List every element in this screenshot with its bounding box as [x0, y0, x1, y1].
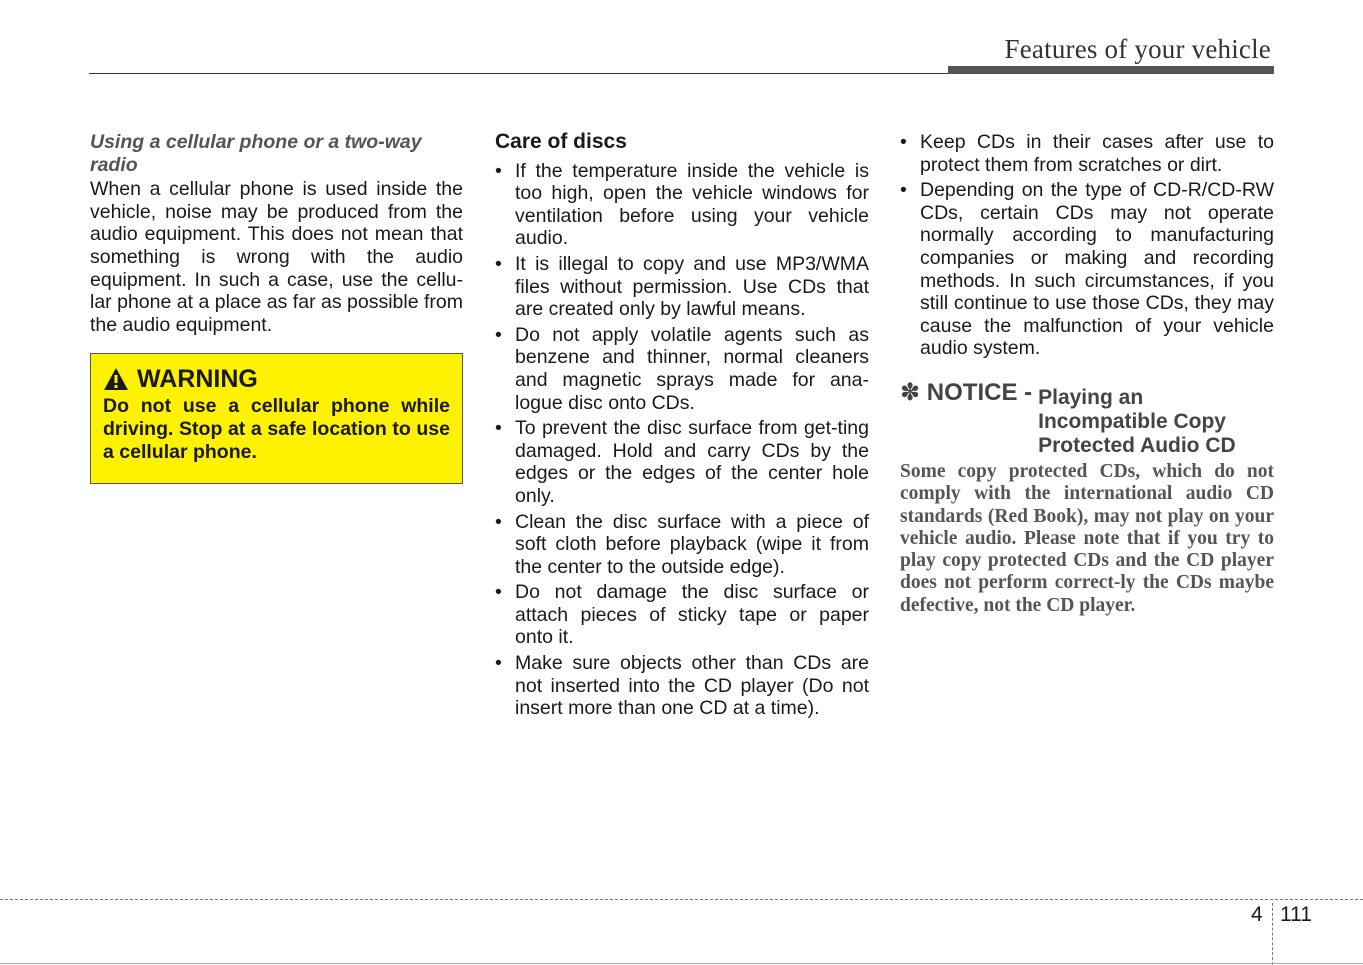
column-left — [90, 131, 463, 484]
list-item: • Clean the disc surface with a piece of soft cloth before playback (wipe it from the center to the outside edge). — [495, 511, 869, 579]
disc-tips-list — [900, 131, 1274, 360]
care-of-discs-list — [495, 160, 869, 720]
list-item: • To prevent the disc surface from get-ting damaged. Hold and carry CDs by the edges or the edges of the center hole only. — [495, 417, 869, 507]
notice-body: Some copy protected CDs, which do not comply with the international audio CD standards (Red Book), may not play on your vehicle audio. Please note that if you try to play copy protected CDs and the CD player does not perform correct-ly the CDs maybe defective, not the CD player. — [900, 460, 1274, 616]
list-item: • Make sure objects other than CDs are not inserted into the CD player (Do not insert more than one CD at a time). — [495, 652, 869, 720]
list-item: • If the temperature inside the vehicle is too high, open the vehicle windows for ventilation before using your vehicle audio. — [495, 160, 869, 250]
warning-triangle-icon — [103, 367, 129, 391]
notice-heading — [900, 378, 1274, 458]
list-item: • Do not apply volatile agents such as benzene and thinner, normal cleaners and magnetic sprays made for ana-logue disc onto CDs. — [495, 324, 869, 414]
chapter-number: 4 — [1251, 903, 1263, 926]
care-of-discs-heading: Care of discs — [495, 130, 627, 153]
section-subheading: Using a cellular phone or a two-way radio — [90, 131, 422, 176]
list-item: • Depending on the type of CD-R/CD-RW CDs, certain CDs may not operate normally according to manufacturing companies or making and recording methods. In such circumstances, if you still continue to use those CDs, they may cause the malfunction of your vehicle audio system. — [900, 179, 1274, 360]
list-item: • Do not damage the disc surface or attach pieces of sticky tape or paper onto it. — [495, 581, 869, 649]
list-item: • It is illegal to copy and use MP3/WMA files without permission. Use CDs that are created only by lawful means. — [495, 253, 869, 321]
notice-label: ✽ NOTICE - — [900, 378, 1033, 406]
warning-box — [90, 353, 463, 483]
list-item: • Keep CDs in their cases after use to protect them from scratches or dirt. — [900, 131, 1274, 176]
column-middle — [495, 131, 869, 723]
footer-page-separator — [1272, 903, 1273, 965]
warning-title: WARNING — [137, 365, 258, 394]
footer-divider — [0, 899, 1363, 900]
page-header-title: Features of your vehicle — [1004, 34, 1271, 64]
header-accent-bar — [948, 66, 1274, 74]
warning-text: Do not use a cellular phone while driving. Stop at a safe location to use a cellular phone. — [103, 395, 450, 463]
warning-heading — [103, 365, 450, 394]
page-number: 111 — [1280, 903, 1312, 926]
footer-bottom-rule — [0, 963, 1363, 964]
cellphone-paragraph: When a cellular phone is used inside the vehicle, noise may be produced from the audio equipment. This does not mean that something is wrong with the audio equipment. In such a case, use the cellu-lar phone at a place as far as possible from the audio equipment. — [90, 178, 463, 336]
column-right — [900, 131, 1274, 617]
notice-title: Playing an Incompatible Copy Protected Audio CD — [1038, 385, 1236, 457]
